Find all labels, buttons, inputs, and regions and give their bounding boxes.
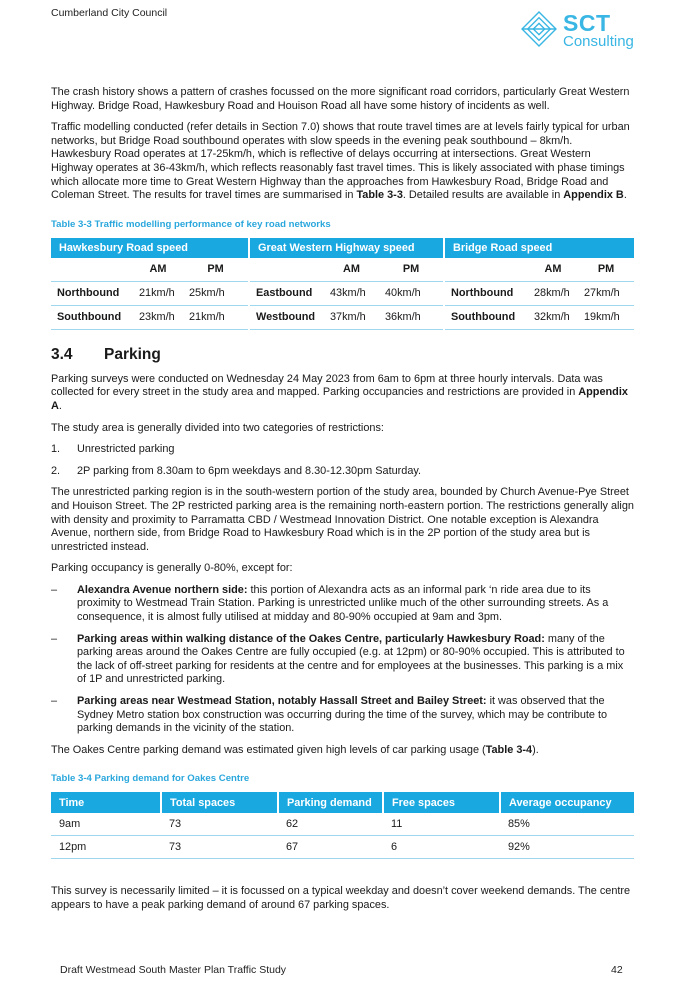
- ref-appendix-b: Appendix B: [563, 189, 624, 202]
- section-number: 3.4: [51, 345, 73, 363]
- header-time: Time: [51, 792, 161, 813]
- table-3-3-caption: Table 3-3 Traffic modelling performance of key road networks: [51, 218, 331, 230]
- ref-appendix-a: Appendix A: [51, 386, 628, 412]
- direction-cell: Southbound: [51, 305, 133, 329]
- parking-paragraph-2: The study area is generally divided into two categories of restrictions:: [51, 421, 384, 434]
- speed-cell: 37km/h: [324, 305, 379, 329]
- section-title: Parking: [104, 345, 161, 363]
- direction-cell: Northbound: [444, 281, 528, 305]
- group-header-bridge: Bridge Road speed: [444, 238, 634, 258]
- logo-text-consulting: Consulting: [563, 33, 634, 50]
- table-row: 9am 73 62 11 85%: [51, 813, 634, 836]
- direction-cell: Northbound: [51, 281, 133, 305]
- list-item: 1. Unrestricted parking: [51, 443, 175, 456]
- ref-table-3-3: Table 3-3: [356, 189, 403, 202]
- sct-logo: [519, 9, 637, 53]
- subheader-pm: PM: [578, 258, 634, 282]
- parking-demand-table: [51, 792, 634, 859]
- group-header-hawkesbury: Hawkesbury Road speed: [51, 238, 249, 258]
- sct-diamond-logo-icon: [519, 9, 563, 53]
- header-organisation: Cumberland City Council: [51, 7, 168, 19]
- list-item: – Parking areas near Westmead Station, notably Hassall Street and Bailey Street: it was observed that the Sydney Metro station box construction was occurring during the time of the survey, which may be contribute to parking demands in the vicinity of the station.: [51, 695, 608, 735]
- table-row: [51, 281, 634, 305]
- ref-table-3-4: Table 3-4: [485, 743, 533, 756]
- list-item: – Parking areas within walking distance of the Oakes Centre, particularly Hawkesbury Road: many of the parking areas around the Oakes Centre are fully occupied (e.g. at 12pm) or 80-90% occupied. This is attributed to the lack of off-street parking for residents at the centre and for employees at the businesses. This parking is a mix of 1P and unrestricted parking.: [51, 632, 625, 686]
- list-item: 2. 2P parking from 8.30am to 6pm weekdays and 8.30-12.30pm Saturday.: [51, 464, 422, 477]
- travel-speed-table: [51, 238, 634, 330]
- speed-cell: 25km/h: [183, 281, 249, 305]
- speed-cell: 32km/h: [528, 305, 578, 329]
- section-heading: [51, 346, 634, 364]
- header-average-occupancy: Average occupancy: [500, 792, 634, 813]
- speed-cell: 36km/h: [379, 305, 444, 329]
- subheader-am: AM: [133, 258, 183, 282]
- speed-cell: 28km/h: [528, 281, 578, 305]
- intro-paragraph-2: Traffic modelling conducted (refer details in Section 7.0) shows that route travel times are at levels fairly typical for urban networks, but Bridge Road southbound operates with slow speeds in the evening peak southbound – 8km/h. Hawkesbury Road operates at 17-25km/h, which is reflective of delays occurring at intersections. Great Western Highway operates at 36-43km/h, which reflects reasonably fast travel times. This is likely associated with phase timings which allocate more time to Great Western Highway than the approaches from Hawkesbury Road, Bridge Road and Coleman Street. The results for travel times are summarised in Table 3-3. Detailed results are available in Appendix B.: [51, 121, 630, 202]
- table-3-4-caption: Table 3-4 Parking demand for Oakes Centre: [51, 773, 250, 785]
- table-group-header-row: [51, 238, 634, 258]
- subheader-am: AM: [324, 258, 379, 282]
- logo-text-sct: SCT: [563, 10, 611, 36]
- speed-cell: 43km/h: [324, 281, 379, 305]
- footer-page-number: 42: [611, 964, 623, 976]
- table-subheader-row: [51, 258, 634, 282]
- speed-cell: 21km/h: [183, 305, 249, 329]
- footer-document-title: Draft Westmead South Master Plan Traffic Study: [60, 964, 287, 976]
- exception-list: [51, 584, 634, 736]
- subheader-pm: PM: [183, 258, 249, 282]
- header-free-spaces: Free spaces: [383, 792, 500, 813]
- closing-paragraph: This survey is necessarily limited – it is focussed on a typical weekday and doesn’t cover weekend demands. The centre appears to have a peak parking demand of around 67 parking spaces.: [51, 885, 631, 911]
- header-parking-demand: Parking demand: [278, 792, 383, 813]
- direction-cell: Southbound: [444, 305, 528, 329]
- table-row: 12pm 73 67 6 92%: [51, 836, 634, 859]
- speed-cell: 19km/h: [578, 305, 634, 329]
- main-content: [51, 86, 634, 921]
- restriction-list: [51, 443, 634, 478]
- list-item: – Alexandra Avenue northern side: this portion of Alexandra acts as an informal park ‘n ride area due to its proximity to Westmead Train Station. Parking is unrestricted unlike much of the other surrounding streets. As a consequence, it is almost fully utilised at midday and 80-90% occupied at 9am and 3pm.: [51, 583, 609, 624]
- speed-cell: 40km/h: [379, 281, 444, 305]
- direction-cell: Westbound: [249, 305, 324, 329]
- speed-cell: 23km/h: [133, 305, 183, 329]
- table-header-row: [51, 792, 634, 813]
- parking-paragraph-3: The unrestricted parking region is in the south-western portion of the study area, bounded by Church Avenue-Pye Street and Houison Street. The 2P restricted parking area is the remaining north-eastern portion. The restrictions generally align with density and proximity to Parramatta CBD / Westmead Innovation District. One notable exception is Alexandra Avenue, northern side, from Bridge Road to Hawkesbury Road which is in the 2P portion of the study area but is unrestricted instead.: [51, 486, 634, 553]
- speed-cell: 21km/h: [133, 281, 183, 305]
- table-row: [51, 305, 634, 329]
- parking-paragraph-1: Parking surveys were conducted on Wednesday 24 May 2023 from 6am to 6pm at three hourly intervals. Data was collected for every street in the study area and mapped. Parking occupancies and restrictions are provided in Appendix A.: [51, 372, 628, 412]
- direction-cell: Eastbound: [249, 281, 324, 305]
- parking-paragraph-5: The Oakes Centre parking demand was estimated given high levels of car parking usage (Table 3-4).: [51, 743, 539, 756]
- speed-cell: 27km/h: [578, 281, 634, 305]
- intro-paragraph-1: The crash history shows a pattern of crashes focussed on the more significant road corridors, particularly Great Western Highway. Bridge Road, Hawkesbury Road and Houison Road all have some history of incidents as well.: [51, 86, 630, 112]
- subheader-pm: PM: [379, 258, 444, 282]
- subheader-am: AM: [528, 258, 578, 282]
- parking-paragraph-4: Parking occupancy is generally 0-80%, except for:: [51, 562, 293, 575]
- header-total-spaces: Total spaces: [161, 792, 278, 813]
- group-header-great-western: Great Western Highway speed: [249, 238, 444, 258]
